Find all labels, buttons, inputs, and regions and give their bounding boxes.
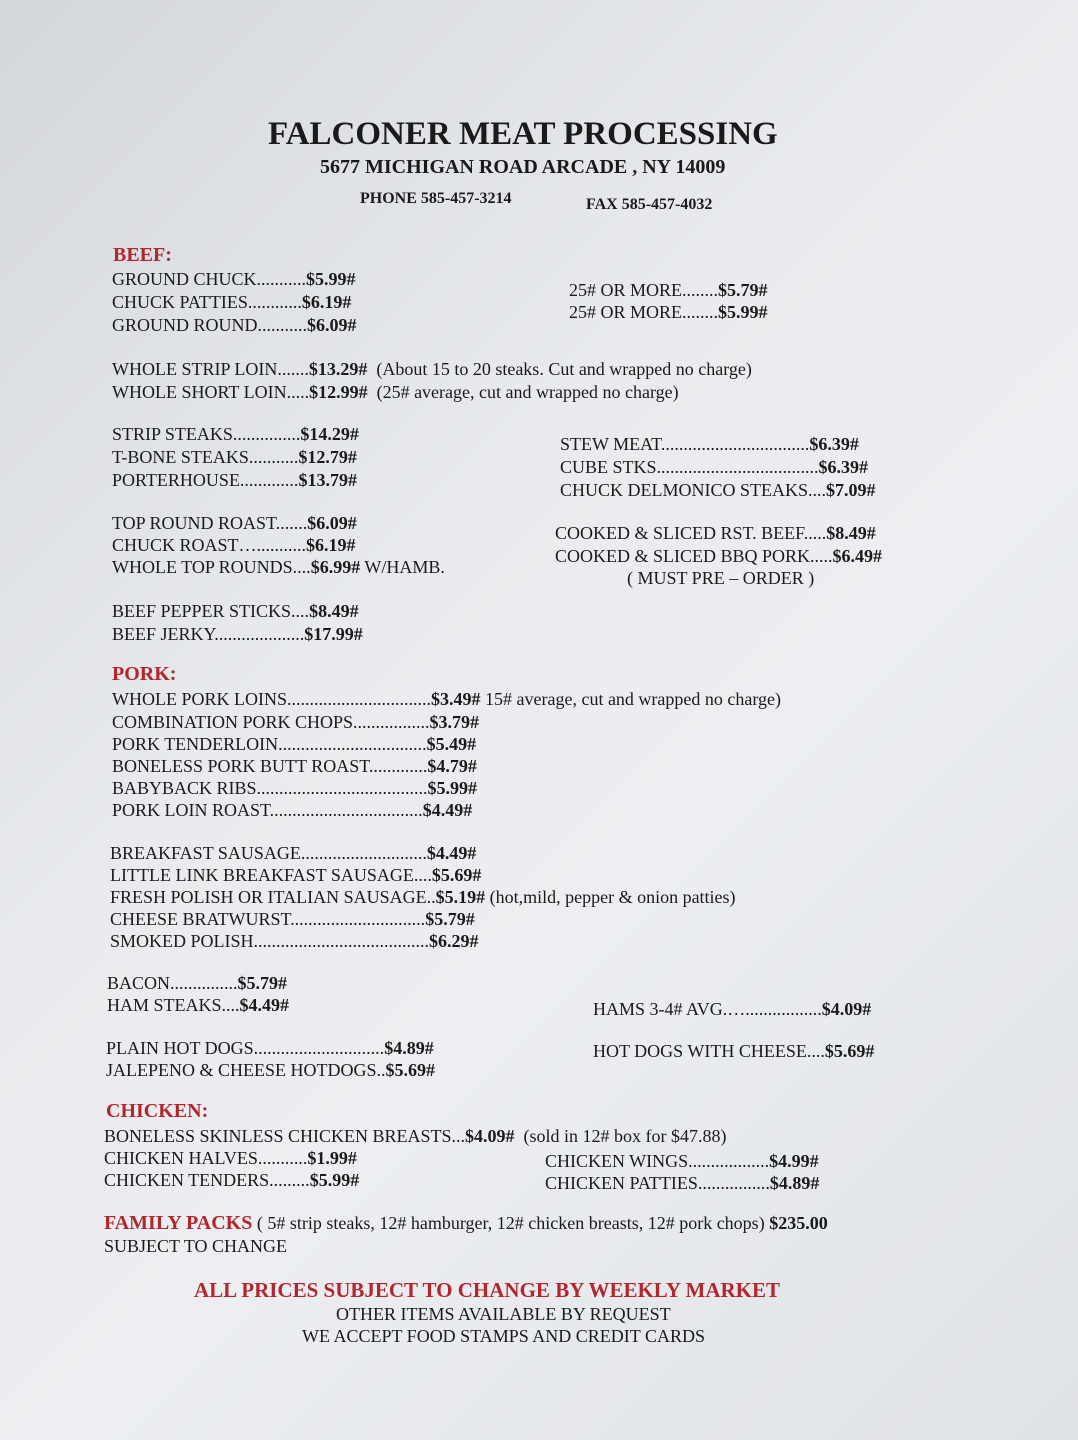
menu-item: CHICKEN HALVES...........$1.99#	[104, 1148, 357, 1168]
chicken-heading: CHICKEN:	[106, 1100, 209, 1122]
menu-item: WHOLE TOP ROUNDS....$6.99# W/HAMB.	[112, 557, 445, 577]
menu-item: COMBINATION PORK CHOPS.................$3.79#	[112, 712, 480, 732]
menu-item: FRESH POLISH OR ITALIAN SAUSAGE..$5.19# (hot,mild, pepper & onion patties)	[110, 887, 736, 907]
menu-item: 25# OR MORE........$5.99#	[569, 302, 768, 322]
menu-item: CHICKEN TENDERS.........$5.99#	[104, 1170, 360, 1190]
menu-item: GROUND CHUCK...........$5.99#	[112, 269, 356, 289]
other-items-note: OTHER ITEMS AVAILABLE BY REQUEST	[336, 1304, 671, 1324]
menu-item: PLAIN HOT DOGS.............................$4.89#	[106, 1038, 434, 1058]
family-packs: FAMILY PACKS ( 5# strip steaks, 12# hamburger, 12# chicken breasts, 12# pork chops) $235.00	[104, 1212, 828, 1234]
menu-item: GROUND ROUND...........$6.09#	[112, 315, 357, 335]
payment-note: WE ACCEPT FOOD STAMPS AND CREDIT CARDS	[302, 1326, 705, 1346]
menu-item: CHUCK ROAST…...........$6.19#	[112, 535, 356, 555]
menu-item: HAMS 3-4# AVG.….................$4.09#	[593, 999, 872, 1019]
menu-item: CHEESE BRATWURST..............................$5.79#	[110, 909, 475, 929]
menu-item: BABYBACK RIBS......................................$5.99#	[112, 778, 478, 798]
menu-item: WHOLE SHORT LOIN.....$12.99# (25# average, cut and wrapped no charge)	[112, 382, 679, 402]
menu-item: JALEPENO & CHEESE HOTDOGS..$5.69#	[106, 1060, 436, 1080]
subject-to-change: SUBJECT TO CHANGE	[104, 1236, 288, 1256]
menu-item: BONELESS PORK BUTT ROAST.............$4.79#	[112, 756, 477, 776]
menu-item: BEEF JERKY....................$17.99#	[112, 624, 363, 644]
beef-heading: BEEF:	[113, 244, 172, 266]
menu-item: BACON...............$5.79#	[107, 973, 288, 993]
menu-item: PORK LOIN ROAST..................................$4.49#	[112, 800, 473, 820]
menu-item: CHUCK PATTIES............$6.19#	[112, 292, 352, 312]
menu-item: STEW MEAT.................................$6.39#	[560, 434, 859, 454]
menu-item: HOT DOGS WITH CHEESE....$5.69#	[593, 1041, 875, 1061]
menu-item: WHOLE PORK LOINS................................$3.49# 15# average, cut and wrapped no charge)	[112, 689, 782, 709]
menu-item: CHICKEN PATTIES................$4.89#	[545, 1173, 820, 1193]
menu-item: STRIP STEAKS...............$14.29#	[112, 424, 359, 444]
pork-heading: PORK:	[112, 663, 177, 685]
menu-item: PORTERHOUSE.............$13.79#	[112, 470, 357, 490]
menu-item: WHOLE STRIP LOIN.......$13.29# (About 15 to 20 steaks. Cut and wrapped no charge)	[112, 359, 752, 379]
menu-item: TOP ROUND ROAST.......$6.09#	[112, 513, 357, 533]
menu-item: PORK TENDERLOIN.................................$5.49#	[112, 734, 477, 754]
menu-item: CUBE STKS....................................$6.39#	[560, 457, 869, 477]
address: 5677 MICHIGAN ROAD ARCADE , NY 14009	[320, 156, 726, 178]
menu-item: COOKED & SLICED RST. BEEF.....$8.49#	[555, 523, 876, 543]
price-notice: ALL PRICES SUBJECT TO CHANGE BY WEEKLY MARKET	[194, 1278, 781, 1302]
menu-item: BEEF PEPPER STICKS....$8.49#	[112, 601, 359, 621]
menu-item: BONELESS SKINLESS CHICKEN BREASTS...$4.09# (sold in 12# box for $47.88)	[104, 1126, 727, 1146]
menu-item: LITTLE LINK BREAKFAST SAUSAGE....$5.69#	[110, 865, 482, 885]
menu-item: HAM STEAKS....$4.49#	[107, 995, 290, 1015]
menu-item: BREAKFAST SAUSAGE............................$4.49#	[110, 843, 477, 863]
menu-item: T-BONE STEAKS...........$12.79#	[112, 447, 357, 467]
page-title: FALCONER MEAT PROCESSING	[268, 116, 778, 152]
preorder-note: ( MUST PRE – ORDER )	[627, 568, 815, 588]
phone-number: PHONE 585-457-3214	[360, 190, 512, 207]
menu-item: CHUCK DELMONICO STEAKS....$7.09#	[560, 480, 876, 500]
menu-item: 25# OR MORE........$5.79#	[569, 280, 768, 300]
fax-number: FAX 585-457-4032	[586, 196, 713, 213]
menu-item: SMOKED POLISH.......................................$6.29#	[110, 931, 479, 951]
menu-item: CHICKEN WINGS..................$4.99#	[545, 1151, 819, 1171]
menu-item: COOKED & SLICED BBQ PORK.....$6.49#	[555, 546, 883, 566]
